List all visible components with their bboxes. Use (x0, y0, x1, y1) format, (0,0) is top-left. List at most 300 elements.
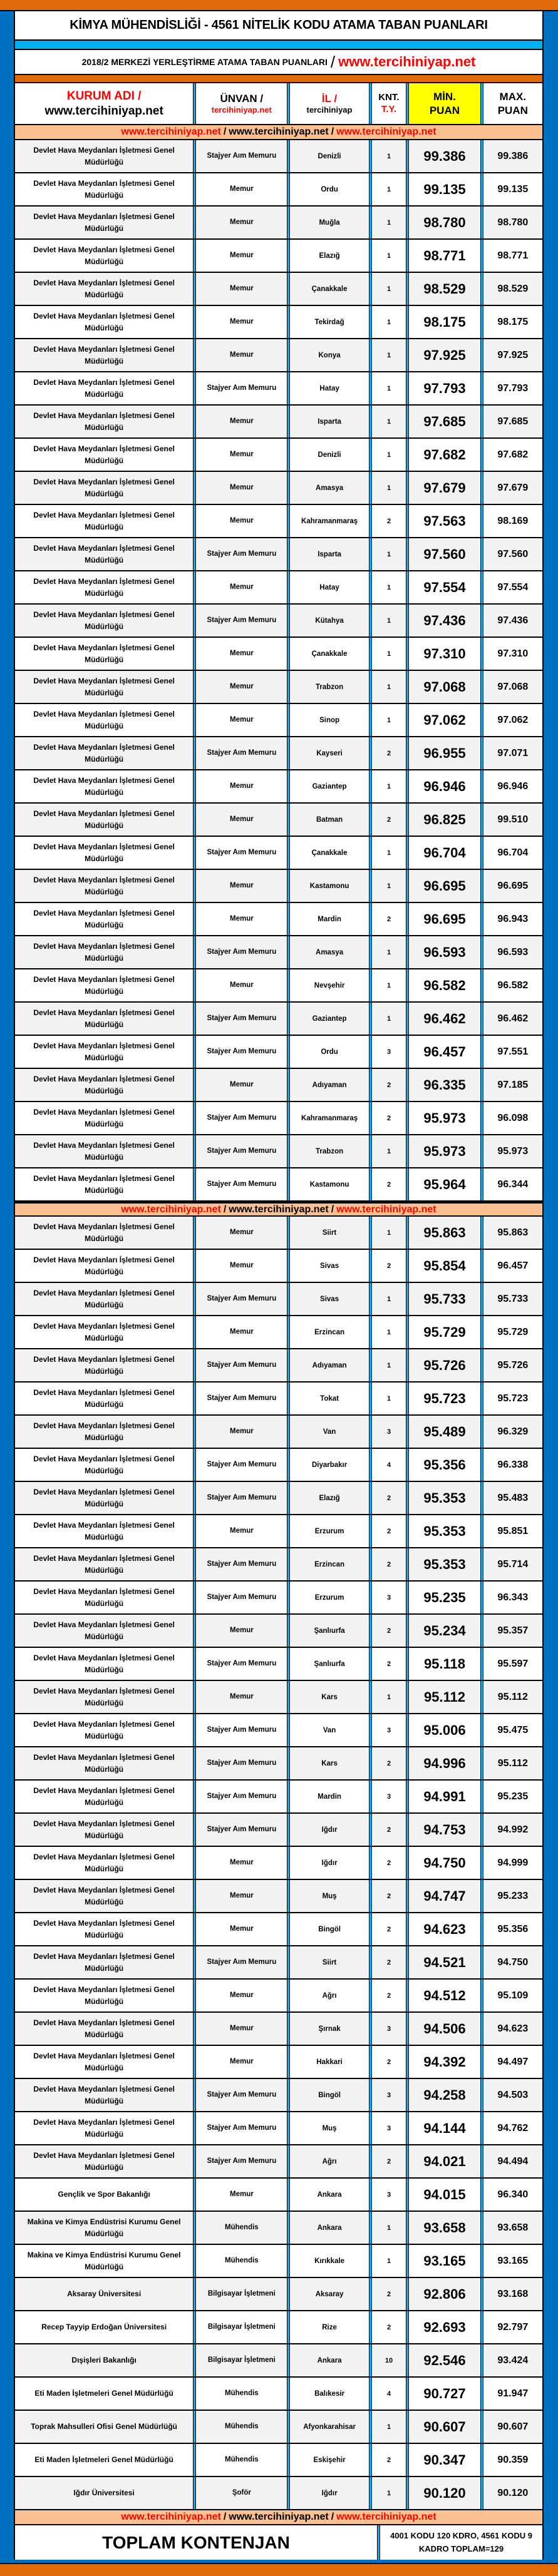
cell-kontenjan: 10 (372, 2344, 406, 2376)
cell-kontenjan: 1 (372, 1349, 406, 1381)
cell-unvan: Memur (196, 2046, 287, 2078)
cell-unvan: Memur (196, 1681, 287, 1713)
cell-max-puan: 96.457 (483, 1250, 542, 1282)
table-row (15, 1102, 542, 1135)
site-banner-bottom (15, 2510, 542, 2525)
cell-kontenjan: 1 (372, 671, 406, 703)
cell-kurum: Devlet Hava Meydanları İşletmesi Genel Müdürlüğü (15, 1747, 193, 1779)
cell-kurum: Devlet Hava Meydanları İşletmesi Genel Müdürlüğü (15, 1168, 193, 1200)
cell-kontenjan: 2 (372, 1250, 406, 1282)
cell-il: Erzincan (290, 1316, 368, 1348)
cell-min-puan: 95.353 (409, 1548, 480, 1580)
cell-kontenjan: 2 (372, 903, 406, 935)
cell-il: Kahramanmaraş (290, 1102, 368, 1134)
table-header (15, 83, 542, 125)
cell-max-puan: 93.658 (483, 2212, 542, 2244)
table-row (15, 505, 542, 538)
cell-min-puan: 96.825 (409, 804, 480, 836)
cell-il: Siirt (290, 1946, 368, 1978)
table-row (15, 903, 542, 936)
cell-il: Isparta (290, 406, 368, 437)
banner-separator: / (331, 1204, 334, 1215)
cell-il: Mardin (290, 903, 368, 935)
cell-kurum: Devlet Hava Meydanları İşletmesi Genel Müdürlüğü (15, 2013, 193, 2045)
table-row (15, 1681, 542, 1714)
cell-max-puan: 94.992 (483, 1814, 542, 1846)
cell-unvan: Mühendis (196, 2411, 287, 2443)
cell-max-puan: 96.340 (483, 2179, 542, 2211)
cell-unvan: Memur (196, 903, 287, 935)
cell-unvan: Memur (196, 339, 287, 371)
cell-il: Iğdır (290, 2477, 368, 2509)
table-row (15, 571, 542, 605)
cell-il: Van (290, 1416, 368, 1448)
table-row (15, 1615, 542, 1648)
cell-kontenjan: 2 (372, 2278, 406, 2310)
cell-max-puan: 99.510 (483, 804, 542, 836)
cell-kurum: Devlet Hava Meydanları İşletmesi Genel Müdürlüğü (15, 173, 193, 205)
subtitle (15, 50, 542, 75)
cell-min-puan: 94.623 (409, 1913, 480, 1945)
cell-kurum: Devlet Hava Meydanları İşletmesi Genel Müdürlüğü (15, 2112, 193, 2144)
cell-il: Kayseri (290, 737, 368, 769)
cell-kontenjan: 1 (372, 638, 406, 670)
cell-kurum: Devlet Hava Meydanları İşletmesi Genel Müdürlüğü (15, 1814, 193, 1846)
cell-kurum: Devlet Hava Meydanları İşletmesi Genel Müdürlüğü (15, 671, 193, 703)
cell-unvan: Memur (196, 1416, 287, 1448)
subtitle-slash: / (330, 52, 336, 71)
cell-kontenjan: 1 (372, 173, 406, 205)
table-row (15, 1416, 542, 1449)
cell-il: Rize (290, 2311, 368, 2343)
cell-min-puan: 97.310 (409, 638, 480, 670)
cell-il: Denizli (290, 439, 368, 471)
header-max-puan (483, 83, 542, 124)
cell-max-puan: 97.068 (483, 671, 542, 703)
cell-max-puan: 94.497 (483, 2046, 542, 2078)
cell-kurum: Devlet Hava Meydanları İşletmesi Genel Müdürlüğü (15, 1250, 193, 1282)
cell-kurum: Devlet Hava Meydanları İşletmesi Genel Müdürlüğü (15, 240, 193, 272)
cell-kontenjan: 4 (372, 2378, 406, 2410)
cell-max-puan: 97.560 (483, 538, 542, 570)
cell-unvan: Memur (196, 1980, 287, 2011)
table-row (15, 1548, 542, 1582)
cell-kontenjan: 1 (372, 870, 406, 902)
cell-max-puan: 97.793 (483, 372, 542, 404)
cell-kurum: Iğdır Üniversitesi (15, 2477, 193, 2509)
cell-unvan: Memur (196, 969, 287, 1001)
cell-il: Muş (290, 1880, 368, 1912)
site-banner-top (15, 125, 542, 140)
cell-il: Mardin (290, 1781, 368, 1812)
cell-kurum: Devlet Hava Meydanları İşletmesi Genel Müdürlüğü (15, 339, 193, 371)
cell-kontenjan: 1 (372, 770, 406, 802)
cell-kontenjan: 2 (372, 1482, 406, 1514)
cell-kurum: Devlet Hava Meydanları İşletmesi Genel Müdürlüğü (15, 1449, 193, 1481)
cell-min-puan: 93.165 (409, 2245, 480, 2277)
cell-unvan: Memur (196, 1847, 287, 1879)
banner-link-1[interactable]: www.tercihiniyap.net (121, 1204, 221, 1215)
cell-max-puan: 96.946 (483, 770, 542, 802)
cell-il: Tekirdağ (290, 306, 368, 338)
header-kurum (15, 83, 193, 124)
table-row (15, 1036, 542, 1069)
cell-unvan: Bilgisayar İşletmeni (196, 2344, 287, 2376)
cell-min-puan: 98.175 (409, 306, 480, 338)
banner-link-1[interactable]: www.tercihiniyap.net (121, 2512, 221, 2522)
cell-kontenjan: 2 (372, 505, 406, 537)
cell-il: Kastamonu (290, 870, 368, 902)
table-row (15, 538, 542, 571)
cell-max-puan: 94.762 (483, 2112, 542, 2144)
cell-min-puan: 97.679 (409, 472, 480, 504)
cell-unvan: Mühendis (196, 2212, 287, 2244)
cell-kontenjan: 1 (372, 1681, 406, 1713)
cell-unvan: Memur (196, 306, 287, 338)
table-row (15, 1135, 542, 1168)
cell-min-puan: 95.733 (409, 1283, 480, 1315)
cell-kurum: Devlet Hava Meydanları İşletmesi Genel Müdürlüğü (15, 605, 193, 636)
total-quota-label: TOPLAM KONTENJAN (102, 2532, 290, 2552)
cell-min-puan: 90.120 (409, 2477, 480, 2509)
cell-il: Muş (290, 2112, 368, 2144)
cell-unvan: Memur (196, 505, 287, 537)
table-row (15, 439, 542, 472)
cell-unvan: Stajyer Aım Memuru (196, 837, 287, 869)
cell-kurum: Devlet Hava Meydanları İşletmesi Genel Müdürlüğü (15, 140, 193, 172)
cell-kontenjan: 1 (372, 936, 406, 968)
cell-max-puan: 95.109 (483, 1980, 542, 2011)
cell-max-puan: 98.780 (483, 207, 542, 238)
cell-kurum: Devlet Hava Meydanları İşletmesi Genel Müdürlüğü (15, 1681, 193, 1713)
table-row (15, 2112, 542, 2145)
cell-il: Gaziantep (290, 770, 368, 802)
cell-min-puan: 96.335 (409, 1069, 480, 1101)
cell-il: Sinop (290, 704, 368, 736)
cell-max-puan: 95.112 (483, 1681, 542, 1713)
table-row (15, 770, 542, 804)
total-quota-row (15, 2525, 542, 2560)
banner-link-3[interactable]: www.tercihiniyap.net (336, 1204, 437, 1215)
cell-unvan: Memur (196, 2013, 287, 2045)
table-row (15, 1648, 542, 1681)
table-row (15, 339, 542, 372)
cell-il: Adıyaman (290, 1069, 368, 1101)
cell-max-puan: 98.529 (483, 273, 542, 305)
cell-unvan: Memur (196, 1069, 287, 1101)
cell-min-puan: 94.521 (409, 1946, 480, 1978)
subtitle-site-link[interactable]: www.tercihiniyap.net (338, 54, 476, 69)
cell-max-puan: 97.071 (483, 737, 542, 769)
table-row (15, 1003, 542, 1036)
cell-min-puan: 96.582 (409, 969, 480, 1001)
cell-unvan: Memur (196, 1913, 287, 1945)
cell-max-puan: 95.233 (483, 1880, 542, 1912)
table-row (15, 2046, 542, 2079)
cell-kontenjan: 2 (372, 2046, 406, 2078)
table-row (15, 737, 542, 770)
cell-max-puan: 95.357 (483, 1615, 542, 1647)
table-row (15, 2079, 542, 2112)
table-row (15, 1946, 542, 1980)
banner-link-3[interactable]: www.tercihiniyap.net (336, 2512, 437, 2522)
subtitle-text: 2018/2 MERKEZİ YERLEŞTİRME ATAMA TABAN PUANLARI (81, 57, 328, 67)
cell-unvan: Stajyer Aım Memuru (196, 1714, 287, 1746)
cell-kurum: Devlet Hava Meydanları İşletmesi Genel Müdürlüğü (15, 571, 193, 603)
cell-kurum: Devlet Hava Meydanları İşletmesi Genel Müdürlüğü (15, 903, 193, 935)
cell-kontenjan: 1 (372, 605, 406, 636)
cell-kontenjan: 2 (372, 1648, 406, 1680)
cell-max-puan: 90.120 (483, 2477, 542, 2509)
cell-min-puan: 95.863 (409, 1217, 480, 1249)
cell-max-puan: 95.112 (483, 1747, 542, 1779)
cell-kontenjan: 4 (372, 1449, 406, 1481)
cell-max-puan: 90.359 (483, 2444, 542, 2476)
cell-max-puan: 95.729 (483, 1316, 542, 1348)
cell-max-puan: 95.483 (483, 1482, 542, 1514)
cell-min-puan: 95.854 (409, 1250, 480, 1282)
table-row (15, 2311, 542, 2344)
cell-min-puan: 94.996 (409, 1747, 480, 1779)
cell-unvan: Stajyer Aım Memuru (196, 2079, 287, 2111)
header-unvan-label: ÜNVAN / (220, 92, 264, 105)
cell-unvan: Memur (196, 472, 287, 504)
cell-max-puan: 96.338 (483, 1449, 542, 1481)
cell-min-puan: 99.135 (409, 173, 480, 205)
cell-kontenjan: 1 (372, 2477, 406, 2509)
cell-max-puan: 96.695 (483, 870, 542, 902)
cell-min-puan: 95.356 (409, 1449, 480, 1481)
cell-max-puan: 97.310 (483, 638, 542, 670)
cell-max-puan: 98.169 (483, 505, 542, 537)
cell-unvan: Memur (196, 1250, 287, 1282)
cell-kontenjan: 3 (372, 1781, 406, 1812)
cell-kurum: Devlet Hava Meydanları İşletmesi Genel Müdürlüğü (15, 1980, 193, 2011)
header-min-puan (409, 83, 480, 124)
cell-min-puan: 95.353 (409, 1515, 480, 1547)
score-sheet (14, 11, 544, 2560)
cell-min-puan: 96.946 (409, 770, 480, 802)
cell-min-puan: 97.062 (409, 704, 480, 736)
cell-unvan: Stajyer Aım Memuru (196, 1582, 287, 1613)
cell-il: Şırnak (290, 2013, 368, 2045)
cell-il: Amasya (290, 936, 368, 968)
header-unvan (196, 83, 287, 124)
cell-max-puan: 97.682 (483, 439, 542, 471)
cell-unvan: Memur (196, 406, 287, 437)
cell-max-puan: 96.344 (483, 1168, 542, 1200)
cell-min-puan: 97.554 (409, 571, 480, 603)
cell-max-puan: 95.723 (483, 1383, 542, 1414)
cell-min-puan: 96.593 (409, 936, 480, 968)
cell-kurum: Devlet Hava Meydanları İşletmesi Genel Müdürlüğü (15, 704, 193, 736)
cell-max-puan: 95.356 (483, 1913, 542, 1945)
cell-kurum: Devlet Hava Meydanları İşletmesi Genel Müdürlüğü (15, 1069, 193, 1101)
cell-unvan: Stajyer Aım Memuru (196, 1814, 287, 1846)
cell-kontenjan: 2 (372, 1515, 406, 1547)
cell-min-puan: 94.015 (409, 2179, 480, 2211)
cell-min-puan: 97.682 (409, 439, 480, 471)
table-row (15, 2013, 542, 2046)
cell-kontenjan: 2 (372, 1069, 406, 1101)
cell-kurum: Devlet Hava Meydanları İşletmesi Genel Müdürlüğü (15, 472, 193, 504)
cell-min-puan: 97.436 (409, 605, 480, 636)
table-row (15, 1781, 542, 1814)
cell-kontenjan: 3 (372, 2079, 406, 2111)
cell-il: Şanlıurfa (290, 1648, 368, 1680)
cell-kontenjan: 1 (372, 439, 406, 471)
cell-kurum: Toprak Mahsulleri Ofisi Genel Müdürlüğü (15, 2411, 193, 2443)
cell-kurum: Devlet Hava Meydanları İşletmesi Genel Müdürlüğü (15, 1582, 193, 1613)
cell-max-puan: 94.503 (483, 2079, 542, 2111)
cell-kontenjan: 2 (372, 1980, 406, 2011)
cell-max-puan: 91.947 (483, 2378, 542, 2410)
cell-il: Erzurum (290, 1515, 368, 1547)
cell-min-puan: 95.964 (409, 1168, 480, 1200)
cell-kurum: Devlet Hava Meydanları İşletmesi Genel Müdürlüğü (15, 1648, 193, 1680)
cell-min-puan: 92.693 (409, 2311, 480, 2343)
cell-il: Isparta (290, 538, 368, 570)
page-title: KİMYA MÜHENDİSLİĞİ - 4561 NİTELİK KODU ATAMA TABAN PUANLARI (15, 11, 542, 41)
cell-max-puan: 94.750 (483, 1946, 542, 1978)
cell-unvan: Memur (196, 571, 287, 603)
cell-kontenjan: 1 (372, 837, 406, 869)
cell-min-puan: 94.506 (409, 2013, 480, 2045)
cell-kurum: Devlet Hava Meydanları İşletmesi Genel Müdürlüğü (15, 2079, 193, 2111)
cell-max-puan: 96.329 (483, 1416, 542, 1448)
table-row (15, 1069, 542, 1102)
cell-kurum: Devlet Hava Meydanları İşletmesi Genel Müdürlüğü (15, 1913, 193, 1945)
cell-max-puan: 97.551 (483, 1036, 542, 1068)
banner-link-1[interactable]: www.tercihiniyap.net (121, 126, 221, 137)
cell-min-puan: 95.726 (409, 1349, 480, 1381)
banner-link-2[interactable]: www.tercihiniyap.net (229, 126, 329, 137)
cell-il: Çanakkale (290, 837, 368, 869)
cell-unvan: Stajyer Aım Memuru (196, 605, 287, 636)
cell-min-puan: 95.235 (409, 1582, 480, 1613)
cell-unvan: Memur (196, 1880, 287, 1912)
cell-unvan: Stajyer Aım Memuru (196, 1102, 287, 1134)
cell-kurum: Devlet Hava Meydanları İşletmesi Genel Müdürlüğü (15, 439, 193, 471)
table-row (15, 1383, 542, 1416)
table-row (15, 969, 542, 1003)
cell-max-puan: 93.168 (483, 2278, 542, 2310)
cell-max-puan: 98.175 (483, 306, 542, 338)
cell-max-puan: 96.343 (483, 1582, 542, 1613)
cell-kurum: Eti Maden İşletmeleri Genel Müdürlüğü (15, 2378, 193, 2410)
cell-il: Kars (290, 1747, 368, 1779)
cell-min-puan: 94.392 (409, 2046, 480, 2078)
banner-link-3[interactable]: www.tercihiniyap.net (336, 126, 437, 137)
table-row (15, 804, 542, 837)
cell-kontenjan: 1 (372, 1283, 406, 1315)
cell-unvan: Stajyer Aım Memuru (196, 1349, 287, 1381)
cell-unvan: Stajyer Aım Memuru (196, 1283, 287, 1315)
cell-min-puan: 92.806 (409, 2278, 480, 2310)
cell-kurum: Devlet Hava Meydanları İşletmesi Genel Müdürlüğü (15, 969, 193, 1001)
cell-il: Kastamonu (290, 1168, 368, 1200)
table-row (15, 1913, 542, 1946)
cell-il: Konya (290, 339, 368, 371)
cell-kontenjan: 1 (372, 1003, 406, 1035)
cell-max-puan: 95.726 (483, 1349, 542, 1381)
table-row (15, 273, 542, 306)
cell-unvan: Stajyer Aım Memuru (196, 1946, 287, 1978)
cell-kurum: Devlet Hava Meydanları İşletmesi Genel Müdürlüğü (15, 1283, 193, 1315)
cell-unvan: Stajyer Aım Memuru (196, 1648, 287, 1680)
cell-kontenjan: 2 (372, 737, 406, 769)
table-row (15, 1168, 542, 1202)
cell-max-puan: 96.593 (483, 936, 542, 968)
cell-unvan: Bilgisayar İşletmeni (196, 2278, 287, 2310)
cell-unvan: Stajyer Aım Memuru (196, 1482, 287, 1514)
cell-kurum: Devlet Hava Meydanları İşletmesi Genel Müdürlüğü (15, 538, 193, 570)
table-row (15, 472, 542, 505)
cell-min-puan: 97.925 (409, 339, 480, 371)
cell-il: Adıyaman (290, 1349, 368, 1381)
cell-kontenjan: 1 (372, 472, 406, 504)
cell-il: Siirt (290, 1217, 368, 1249)
cell-kontenjan: 1 (372, 207, 406, 238)
cell-il: Hatay (290, 372, 368, 404)
cell-unvan: Stajyer Aım Memuru (196, 2112, 287, 2144)
cell-max-puan: 95.851 (483, 1515, 542, 1547)
cell-il: Muğla (290, 207, 368, 238)
cell-il: Hatay (290, 571, 368, 603)
cell-kurum: Devlet Hava Meydanları İşletmesi Genel Müdürlüğü (15, 1482, 193, 1514)
cell-max-puan: 92.797 (483, 2311, 542, 2343)
banner-link-2[interactable]: www.tercihiniyap.net (229, 2512, 329, 2522)
header-knt-label: KNT. (378, 91, 400, 103)
cell-kontenjan: 1 (372, 2245, 406, 2277)
header-knt-sub: T.Y. (381, 103, 397, 115)
cell-max-puan: 94.623 (483, 2013, 542, 2045)
cell-kurum: Devlet Hava Meydanları İşletmesi Genel Müdürlüğü (15, 770, 193, 802)
cell-kurum: Devlet Hava Meydanları İşletmesi Genel Müdürlüğü (15, 1102, 193, 1134)
table-row (15, 1349, 542, 1383)
cell-kurum: Devlet Hava Meydanları İşletmesi Genel Müdürlüğü (15, 804, 193, 836)
header-il-site: tercihiniyap (306, 105, 353, 115)
cell-kurum: Devlet Hava Meydanları İşletmesi Genel Müdürlüğü (15, 1036, 193, 1068)
table-row (15, 406, 542, 439)
cell-unvan: Stajyer Aım Memuru (196, 2145, 287, 2177)
table-row (15, 2344, 542, 2378)
cell-unvan: Şoför (196, 2477, 287, 2509)
bottom-orange-bar (0, 2563, 558, 2576)
cell-kurum: Devlet Hava Meydanları İşletmesi Genel Müdürlüğü (15, 1847, 193, 1879)
cell-kurum: Devlet Hava Meydanları İşletmesi Genel Müdürlüğü (15, 1383, 193, 1414)
banner-link-2[interactable]: www.tercihiniyap.net (229, 1204, 329, 1215)
cell-kontenjan: 2 (372, 1747, 406, 1779)
cell-max-puan: 96.704 (483, 837, 542, 869)
cell-max-puan: 97.185 (483, 1069, 542, 1101)
cell-kurum: Devlet Hava Meydanları İşletmesi Genel Müdürlüğü (15, 273, 193, 305)
cell-kurum: Devlet Hava Meydanları İşletmesi Genel Müdürlüğü (15, 936, 193, 968)
table-row (15, 2145, 542, 2179)
cell-unvan: Memur (196, 173, 287, 205)
cell-il: Ağrı (290, 2145, 368, 2177)
cell-kurum: Devlet Hava Meydanları İşletmesi Genel Müdürlüğü (15, 1217, 193, 1249)
cell-kurum: Devlet Hava Meydanları İşletmesi Genel Müdürlüğü (15, 1615, 193, 1647)
cell-min-puan: 96.704 (409, 837, 480, 869)
cell-max-puan: 97.554 (483, 571, 542, 603)
cell-min-puan: 94.747 (409, 1880, 480, 1912)
cell-min-puan: 98.771 (409, 240, 480, 272)
cell-kurum: Devlet Hava Meydanları İşletmesi Genel Müdürlüğü (15, 1135, 193, 1167)
table-row (15, 2212, 542, 2245)
cell-max-puan: 96.462 (483, 1003, 542, 1035)
cell-il: Diyarbakır (290, 1449, 368, 1481)
